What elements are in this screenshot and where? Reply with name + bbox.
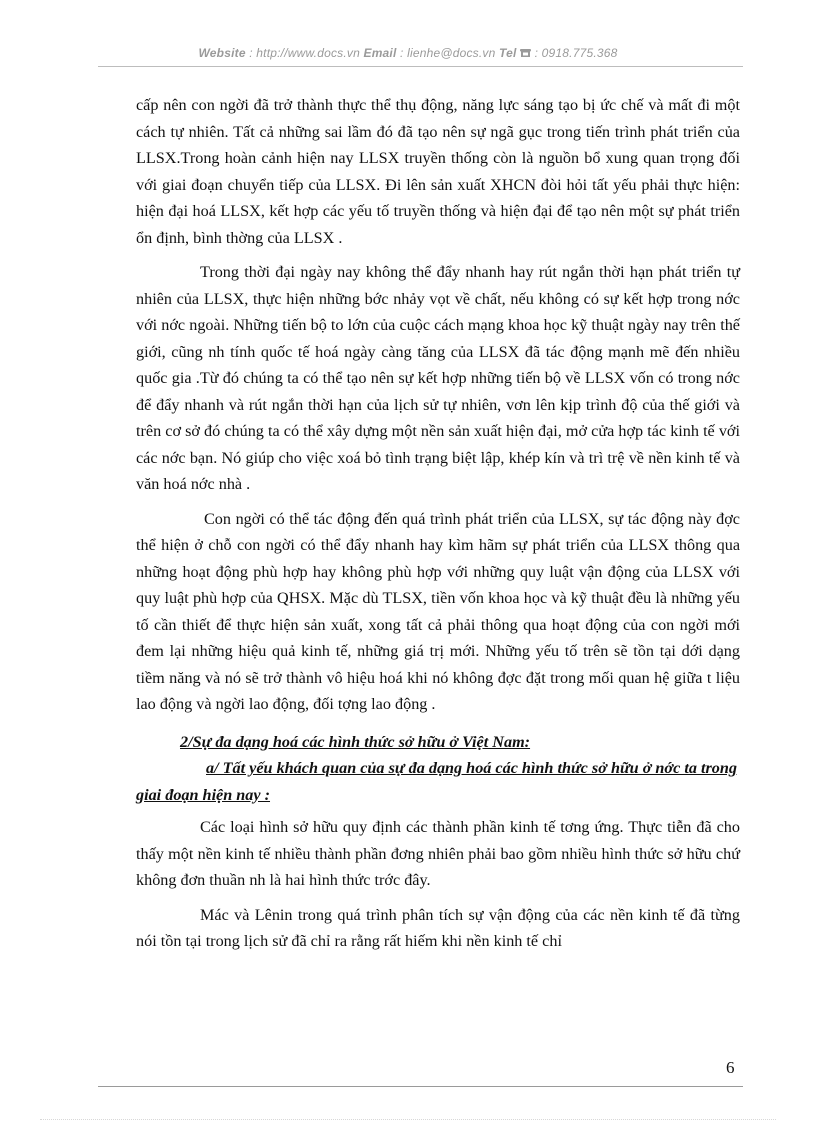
email-value: : lienhe@docs.vn — [396, 46, 500, 60]
section-heading: 2/Sự đa dạng hoá các hình thức sở hữu ở Việt Nam: — [180, 732, 531, 751]
paragraph-5: Mác và Lênin trong quá trình phân tích sự vận động của các nền kinh tế đã từng nói tồn tại trong lịch sử đã chỉ ra rằng rất hiếm khi nền kinh tế chỉ — [136, 905, 740, 950]
paragraph-2: Trong thời đại ngày nay không thể đẩy nhanh hay rút ngắn thời hạn phát triển tự nhiên của LLSX, thực hiện những bớc nhảy vọt về chất, nếu không có sự kết hợp trong nớc với nớc ngoài. Những tiến bộ to lớn của cuộc cách mạng khoa học kỹ thuật ngày nay trên thế giới, cũng nh tính quốc tế hoá ngày càng tăng của LLSX đã tác động mạnh mẽ đến nhiều quốc gia .Từ đó chúng ta có thể tạo nên sự kết hợp những tiến bộ về LLSX vốn có trong nớc để đẩy nhanh và rút ngắn thời hạn của lịch sử tự nhiên, vơn lên kịp trình độ của thế giới và trên cơ sở đó chúng ta có thể xây dựng một nền sản xuất hiện đại, mở cửa hợp tác kinh tế với các nớc bạn. Nó giúp cho việc xoá bỏ tình trạng biệt lập, khép kín và trì trệ về nền kinh tế và văn hoá nớc nhà . — [136, 263, 740, 493]
document-body — [136, 92, 740, 955]
website-label: Website — [198, 46, 246, 60]
tel-value: : 0918.775.368 — [534, 46, 618, 60]
paragraph-1: cấp nên con ngời đã trở thành thực thể thụ động, năng lực sáng tạo bị ức chế và mất đi một cách tự nhiên. Tất cả những sai lầm đó đã tạo nên sự ngã gục trong tiến trình phát triển của LLSX.Trong hoàn cảnh hiện nay LLSX truyền thống còn là nguồn bổ xung quan trọng đối với giai đoạn chuyển tiếp của LLSX. Đi lên sản xuất XHCN đòi hỏi tất yếu phải thực hiện: hiện đại hoá LLSX, kết hợp các yếu tố truyền thống và hiện đại để tạo nên một sự phát triển ổn định, bình thờng của LLSX . — [136, 96, 740, 247]
tel-label: Tel — [499, 46, 517, 60]
header-divider — [98, 66, 743, 67]
page-number: 6 — [726, 1058, 735, 1077]
phone-icon — [520, 46, 535, 60]
page-bottom-edge — [40, 1119, 776, 1120]
footer-divider — [98, 1086, 743, 1087]
page-header — [40, 46, 776, 60]
website-value: : http://www.docs.vn — [245, 46, 364, 60]
paragraph-4: Các loại hình sở hữu quy định các thành phần kinh tế tơng ứng. Thực tiễn đã cho thấy một nền kinh tế nhiều thành phần đơng nhiên phải bao gồm nhiều hình thức sở hữu chứ không đơn thuần nh là hai hình thức trớc đây. — [136, 818, 740, 889]
paragraph-3: Con ngời có thể tác động đến quá trình phát triển của LLSX, sự tác động này đợc thể hiện ở chỗ con ngời có thể đẩy nhanh hay kìm hãm sự phát triển của LLSX thông qua những hoạt động phù hợp hay không phù hợp với những quy luật vận động của LLSX với quy luật phù hợp của QHSX. Mặc dù TLSX, tiền vốn khoa học và kỹ thuật đều là những yếu tố cần thiết để thực hiện sản xuất, xong tất cả phải thông qua hoạt động của con ngời mới đem lại những hiệu quả kinh tế, những giá trị mới. Những yếu tố trên sẽ tồn tại dới dạng tiềm năng và nó sẽ trở thành vô hiệu hoá khi nó không đợc đặt trong mối quan hệ giữa t liệu lao động và ngời lao động, đối tợng lao động . — [136, 509, 740, 713]
email-label: Email — [363, 46, 397, 60]
subsection-heading: a/ Tất yếu khách quan của sự đa dạng hoá các hình thức sở hữu ở nớc ta trong giai đoạn hiện nay : — [136, 759, 737, 804]
